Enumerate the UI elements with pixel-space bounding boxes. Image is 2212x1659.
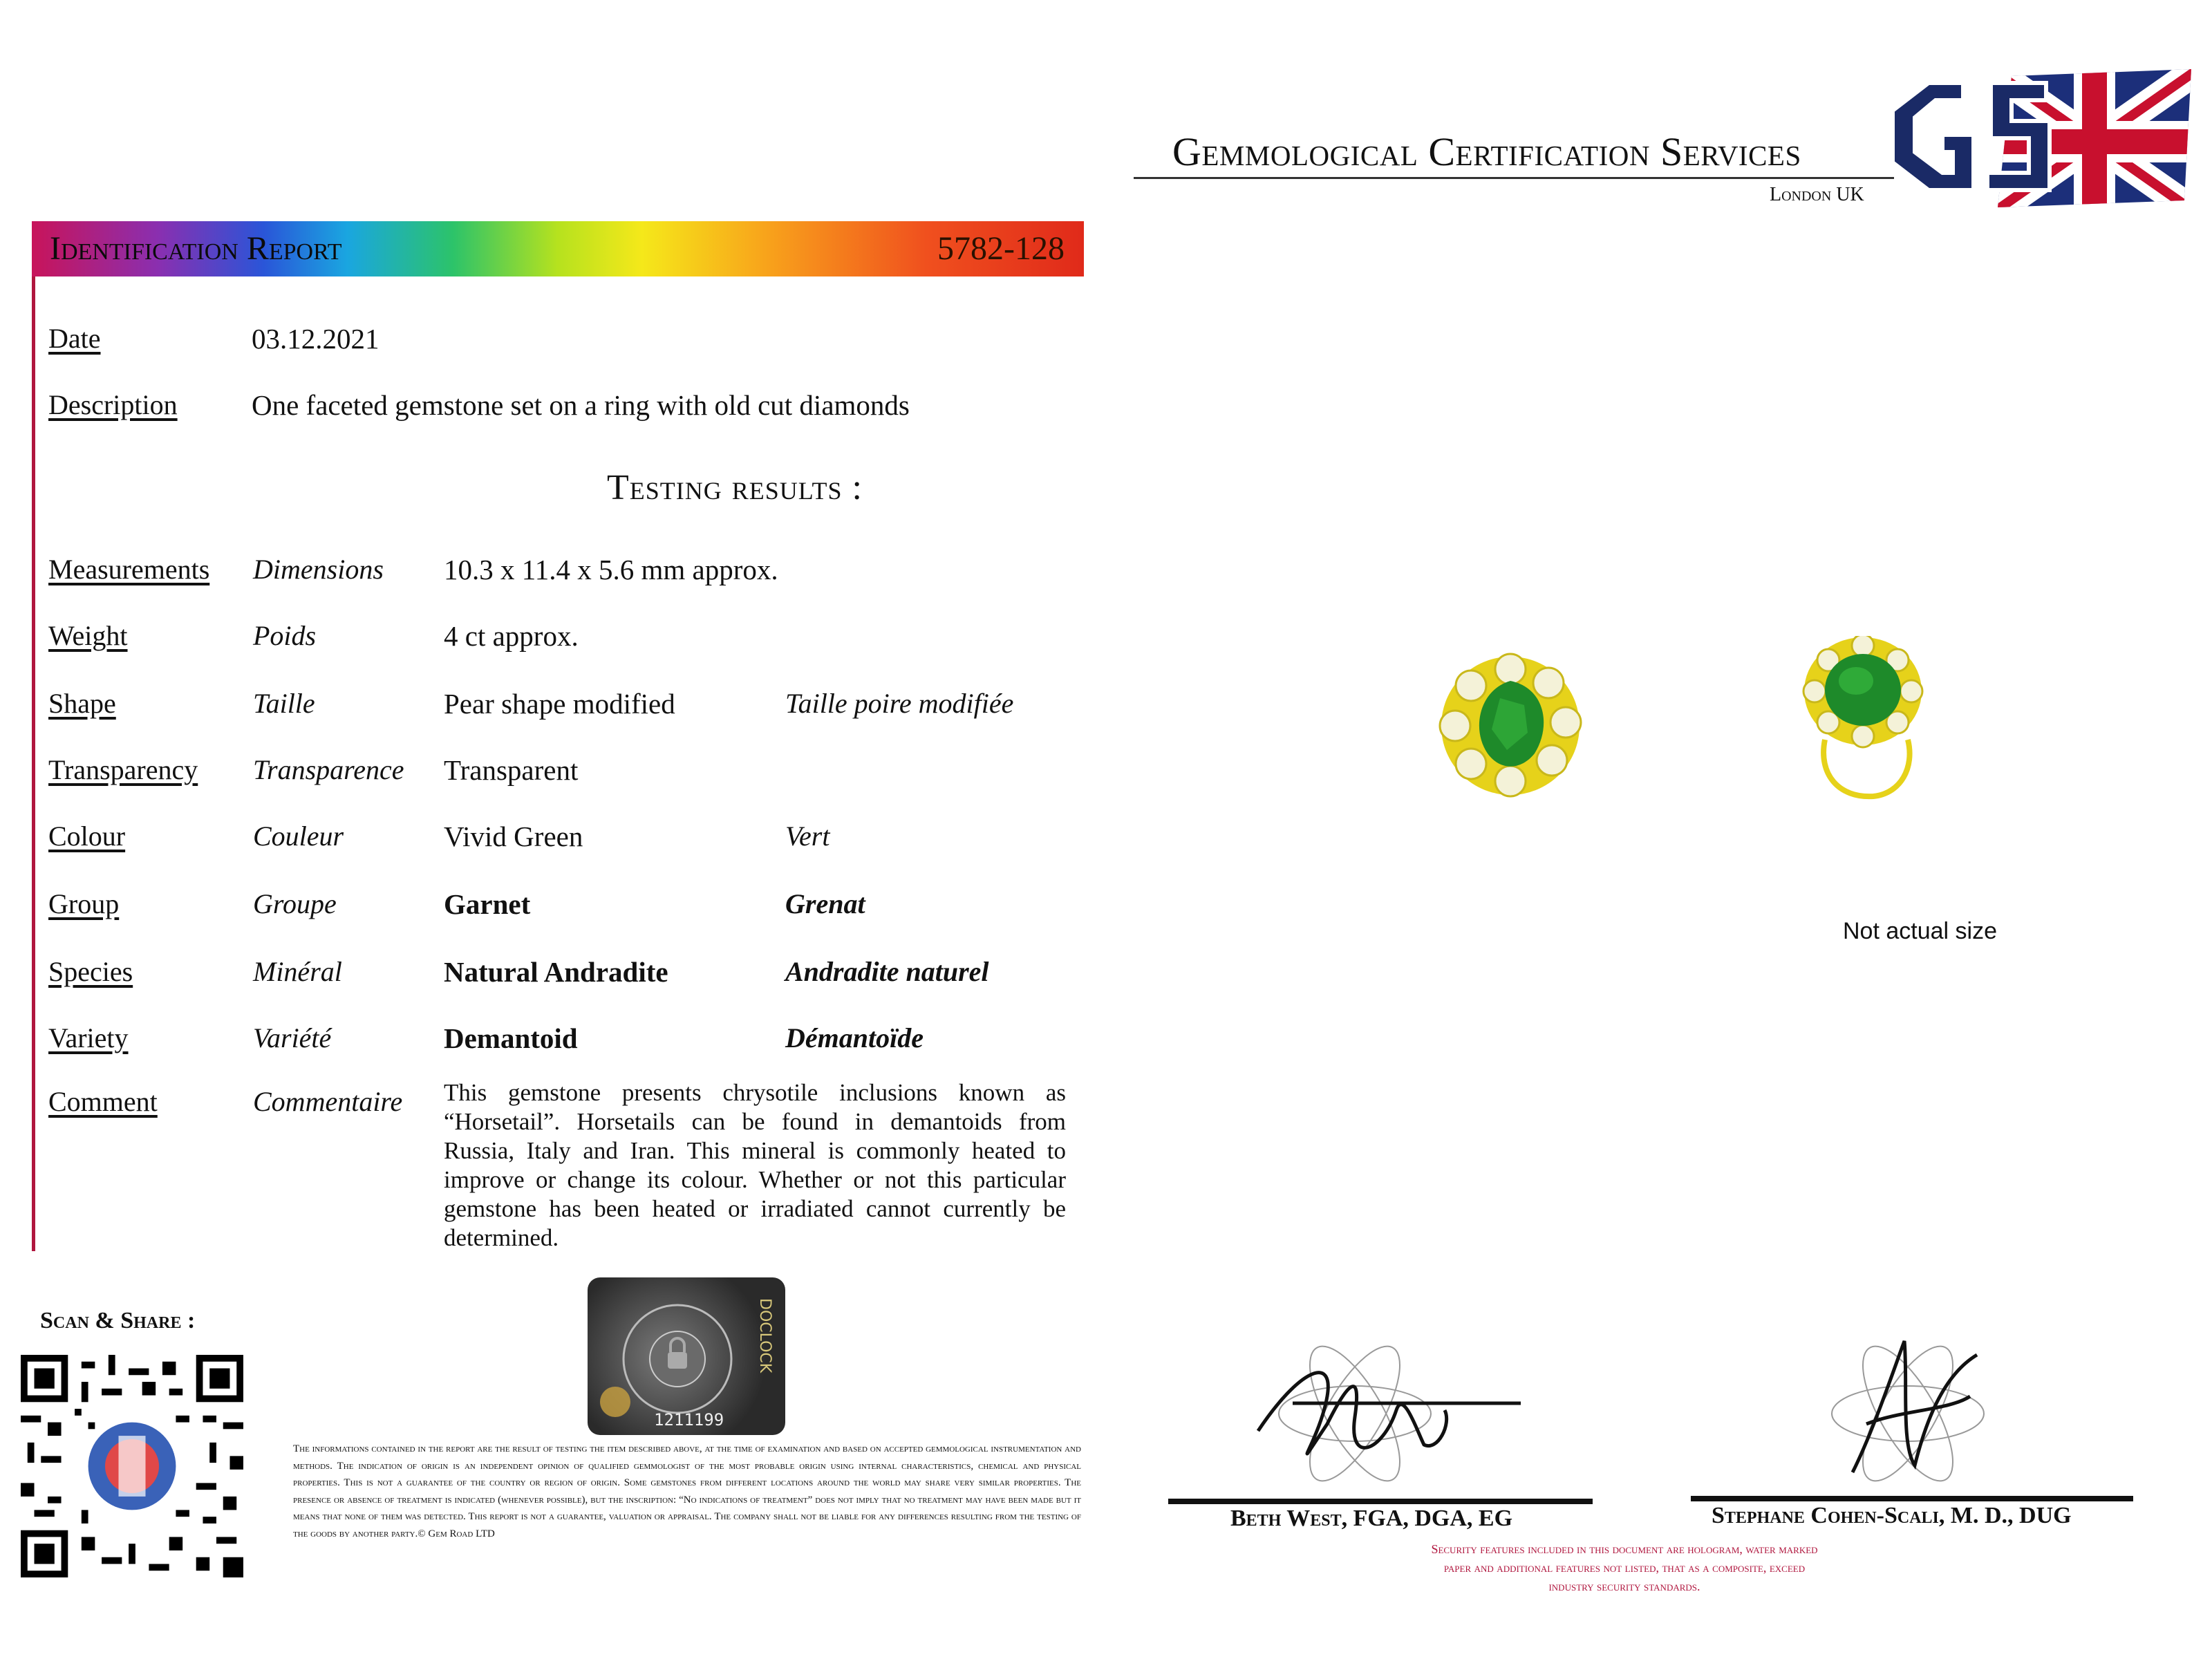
gcs-logo (1887, 69, 2191, 207)
signature-hologram-image (1244, 1327, 1535, 1500)
row-label-en: Measurements (48, 554, 210, 585)
signature-beth-west (1244, 1327, 1535, 1500)
row-value-fr: Taille poire modifiée (785, 688, 1014, 719)
row-label-fr: Couleur (253, 821, 344, 852)
comment-label: Comment (48, 1086, 158, 1117)
row-value: 4 ct approx. (444, 620, 579, 652)
row-label-en: Variety (48, 1022, 129, 1053)
doclock-number: 1211199 (654, 1410, 724, 1430)
signer-name: Beth West, FGA, DGA, EG (1230, 1506, 1513, 1531)
security-features-note: Security features included in this document are hologram, water marked paper and additional features not listed, that as a composite, exceed industry security standards. (1431, 1542, 1818, 1593)
row-value-fr: Andradite naturel (785, 956, 989, 987)
row-label-fr: Groupe (253, 888, 337, 919)
row-value: Garnet (444, 888, 531, 920)
report-number: 5782-128 (937, 230, 1065, 267)
row-label-fr: Minéral (253, 956, 342, 987)
signer-name: Stephane Cohen-Scali, M. D., DUG (1712, 1503, 2072, 1528)
ring-photo-side-view (1797, 636, 1936, 802)
comment-label-fr: Commentaire (253, 1086, 403, 1117)
row-label-fr: Taille (253, 688, 315, 719)
description-label: Description (48, 389, 178, 420)
comment-text: This gemstone presents chrysotile inclusions known as “Horsetail”. Horsetails can be found in demantoids from Russia, Italy and Iran. This mineral is commonly heated to improve or change its colour. Whether or not this particular gemstone has been heated or irradiated cannot currently be determined. (444, 1079, 1066, 1251)
row-label-fr: Dimensions (253, 554, 384, 585)
row-value-fr: Vert (785, 821, 830, 852)
row-label-fr: Transparence (253, 754, 404, 785)
scan-share-label: Scan & Share : (40, 1308, 196, 1333)
svg-text:DOCLOCK: DOCLOCK (756, 1298, 774, 1374)
row-value-fr: Démantoïde (785, 1022, 924, 1053)
row-label-en: Transparency (48, 754, 198, 785)
row-value: Pear shape modified (444, 688, 675, 720)
description-value: One faceted gemstone set on a ring with old cut diamonds (252, 389, 910, 421)
row-label-fr: Variété (253, 1022, 332, 1053)
qr-code[interactable] (21, 1355, 243, 1577)
signature-stephane-cohen-scali (1811, 1327, 2018, 1500)
report-title: Identification Report (50, 230, 342, 267)
ring-side-view-image (1797, 636, 1936, 802)
row-value-fr: Grenat (785, 888, 865, 919)
company-name: Gemmological Certification Services (1172, 129, 1801, 174)
disclaimer-text: The informations contained in the report are the result of testing the item described above, at the time of examination and based on accepted gemmological instrumentation and methods. The indication of origin is an independent opinion of qualified gemmologist of the most probable origin using internal characteristics, chemical and physical properties. This is not a guarantee of the country or region of origin. Some gemstones from different locations around the world may share very similar properties. The presence or absence of treatment is indicated (whenever possible), but the inscription: “No indications of treatment” does not imply that no treatment may have been made but it means that none of them was detected. This report is not a guarantee, valuation or appraisal. The company shall not be liable for any differences resulting from the testing of the goods by another party.© Gem Road LTD (293, 1443, 1081, 1539)
row-value: Transparent (444, 754, 579, 786)
row-label-en: Colour (48, 821, 126, 852)
signature-line (1168, 1499, 1593, 1504)
testing-results-heading: Testing results : (607, 468, 863, 507)
row-label-en: Species (48, 956, 133, 987)
row-label-fr: Poids (253, 620, 317, 651)
row-value: Demantoid (444, 1022, 578, 1054)
date-label: Date (48, 323, 101, 354)
row-label-en: Group (48, 888, 120, 919)
row-value: 10.3 x 11.4 x 5.6 mm approx. (444, 554, 778, 585)
left-margin-rule (32, 276, 35, 1251)
title-underline (1134, 177, 1894, 179)
ring-top-view-image (1431, 650, 1590, 802)
row-value: Vivid Green (444, 821, 583, 852)
union-flag-logo-icon (1887, 69, 2191, 207)
row-label-en: Weight (48, 620, 128, 651)
row-value: Natural Andradite (444, 956, 668, 988)
company-location: London UK (1770, 184, 1864, 205)
date-value: 03.12.2021 (252, 323, 379, 355)
photo-caption: Not actual size (1843, 918, 1997, 944)
ring-photo-top-view (1431, 650, 1590, 802)
row-label-en: Shape (48, 688, 116, 719)
signature-hologram-image (1811, 1327, 2018, 1500)
signature-line (1691, 1496, 2133, 1501)
